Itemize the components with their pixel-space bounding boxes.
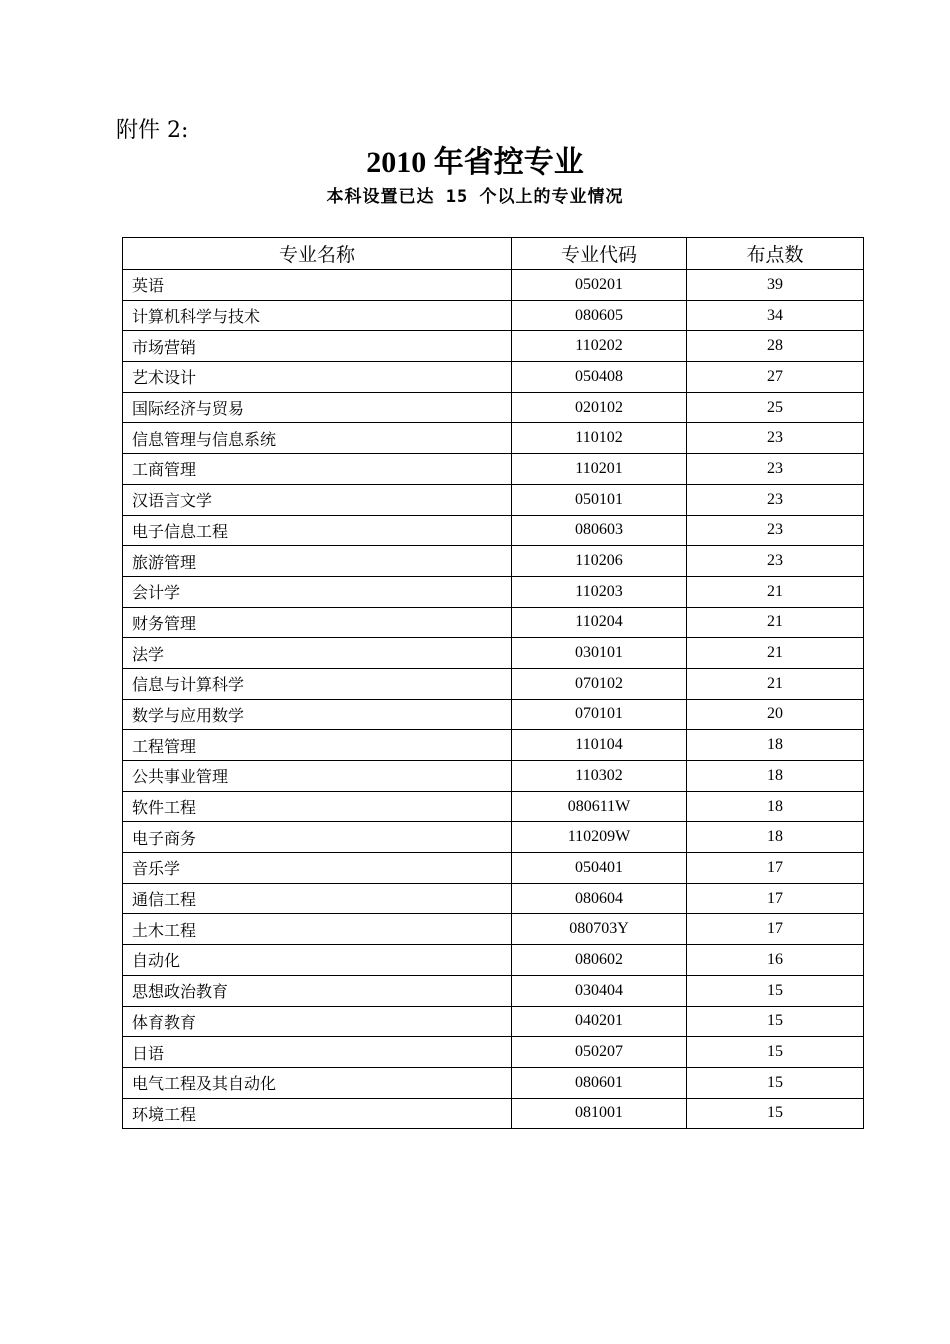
site-count-cell: 21 xyxy=(687,638,864,669)
site-count-cell: 21 xyxy=(687,576,864,607)
major-name-cell: 工商管理 xyxy=(123,454,512,485)
table-row xyxy=(123,331,864,362)
site-count-cell: 15 xyxy=(687,1067,864,1098)
major-name-cell: 电子信息工程 xyxy=(123,515,512,546)
site-count-cell: 15 xyxy=(687,975,864,1006)
attachment-label: 附件 2: xyxy=(116,118,189,143)
major-name-cell: 数学与应用数学 xyxy=(123,699,512,730)
major-name-cell: 财务管理 xyxy=(123,607,512,638)
site-count-cell: 17 xyxy=(687,853,864,884)
site-count-cell: 18 xyxy=(687,730,864,761)
major-code-cell: 110202 xyxy=(512,331,687,362)
site-count-cell: 17 xyxy=(687,883,864,914)
table-row xyxy=(123,1037,864,1068)
major-name-cell: 自动化 xyxy=(123,945,512,976)
major-name-cell: 旅游管理 xyxy=(123,546,512,577)
major-code-cell: 050207 xyxy=(512,1037,687,1068)
major-code-cell: 050401 xyxy=(512,853,687,884)
major-name-cell: 汉语言文学 xyxy=(123,484,512,515)
major-name-cell: 软件工程 xyxy=(123,791,512,822)
major-name-cell: 国际经济与贸易 xyxy=(123,392,512,423)
table-row xyxy=(123,1067,864,1098)
major-name-cell: 通信工程 xyxy=(123,883,512,914)
site-count-cell: 17 xyxy=(687,914,864,945)
major-code-cell: 070102 xyxy=(512,668,687,699)
table-row xyxy=(123,454,864,485)
table-header-row xyxy=(123,238,864,270)
major-code-cell: 080703Y xyxy=(512,914,687,945)
site-count-cell: 15 xyxy=(687,1098,864,1129)
major-name-cell: 体育教育 xyxy=(123,1006,512,1037)
site-count-cell: 23 xyxy=(687,454,864,485)
major-code-cell: 110209W xyxy=(512,822,687,853)
major-name-cell: 计算机科学与技术 xyxy=(123,300,512,331)
major-name-cell: 环境工程 xyxy=(123,1098,512,1129)
table-row xyxy=(123,975,864,1006)
site-count-cell: 39 xyxy=(687,270,864,301)
site-count-cell: 28 xyxy=(687,331,864,362)
major-code-cell: 020102 xyxy=(512,392,687,423)
table-row xyxy=(123,730,864,761)
site-count-cell: 18 xyxy=(687,822,864,853)
major-name-cell: 会计学 xyxy=(123,576,512,607)
table-row xyxy=(123,638,864,669)
site-count-cell: 23 xyxy=(687,484,864,515)
document-title: 2010 年省控专业 xyxy=(366,146,584,179)
table-row xyxy=(123,515,864,546)
table-row xyxy=(123,607,864,638)
major-name-cell: 法学 xyxy=(123,638,512,669)
table-row xyxy=(123,945,864,976)
site-count-cell: 25 xyxy=(687,392,864,423)
major-name-cell: 工程管理 xyxy=(123,730,512,761)
major-code-cell: 050201 xyxy=(512,270,687,301)
major-code-cell: 110204 xyxy=(512,607,687,638)
site-count-cell: 27 xyxy=(687,362,864,393)
major-name-cell: 电气工程及其自动化 xyxy=(123,1067,512,1098)
table-row xyxy=(123,822,864,853)
table-row xyxy=(123,883,864,914)
site-count-cell: 18 xyxy=(687,791,864,822)
major-name-cell: 市场营销 xyxy=(123,331,512,362)
major-code-cell: 050101 xyxy=(512,484,687,515)
major-code-cell: 030404 xyxy=(512,975,687,1006)
major-code-cell: 080601 xyxy=(512,1067,687,1098)
major-code-cell: 081001 xyxy=(512,1098,687,1129)
header-site-count: 布点数 xyxy=(687,238,864,270)
table-row xyxy=(123,914,864,945)
major-code-cell: 080602 xyxy=(512,945,687,976)
major-code-cell: 080611W xyxy=(512,791,687,822)
site-count-cell: 23 xyxy=(687,423,864,454)
site-count-cell: 15 xyxy=(687,1006,864,1037)
major-code-cell: 040201 xyxy=(512,1006,687,1037)
major-name-cell: 土木工程 xyxy=(123,914,512,945)
major-name-cell: 艺术设计 xyxy=(123,362,512,393)
table-row xyxy=(123,761,864,792)
site-count-cell: 34 xyxy=(687,300,864,331)
site-count-cell: 23 xyxy=(687,546,864,577)
major-code-cell: 030101 xyxy=(512,638,687,669)
site-count-cell: 21 xyxy=(687,607,864,638)
major-code-cell: 110104 xyxy=(512,730,687,761)
major-name-cell: 英语 xyxy=(123,270,512,301)
site-count-cell: 23 xyxy=(687,515,864,546)
table-row xyxy=(123,362,864,393)
site-count-cell: 20 xyxy=(687,699,864,730)
table-row xyxy=(123,484,864,515)
major-name-cell: 信息与计算科学 xyxy=(123,668,512,699)
major-code-cell: 110206 xyxy=(512,546,687,577)
major-name-cell: 日语 xyxy=(123,1037,512,1068)
major-code-cell: 080604 xyxy=(512,883,687,914)
major-code-cell: 080603 xyxy=(512,515,687,546)
major-code-cell: 110203 xyxy=(512,576,687,607)
major-name-cell: 电子商务 xyxy=(123,822,512,853)
table-row xyxy=(123,1006,864,1037)
majors-table xyxy=(122,237,864,1129)
major-name-cell: 公共事业管理 xyxy=(123,761,512,792)
major-code-cell: 050408 xyxy=(512,362,687,393)
table-row xyxy=(123,546,864,577)
major-name-cell: 音乐学 xyxy=(123,853,512,884)
header-major-code: 专业代码 xyxy=(512,238,687,270)
table-row xyxy=(123,668,864,699)
document-subtitle: 本科设置已达 15 个以上的专业情况 xyxy=(326,187,624,207)
header-major-name: 专业名称 xyxy=(123,238,512,270)
site-count-cell: 16 xyxy=(687,945,864,976)
table-row xyxy=(123,1098,864,1129)
table-row xyxy=(123,576,864,607)
table-row xyxy=(123,423,864,454)
table-row xyxy=(123,853,864,884)
major-code-cell: 110102 xyxy=(512,423,687,454)
table-row xyxy=(123,270,864,301)
site-count-cell: 18 xyxy=(687,761,864,792)
major-code-cell: 070101 xyxy=(512,699,687,730)
major-name-cell: 信息管理与信息系统 xyxy=(123,423,512,454)
major-name-cell: 思想政治教育 xyxy=(123,975,512,1006)
table-row xyxy=(123,791,864,822)
table-row xyxy=(123,392,864,423)
major-code-cell: 080605 xyxy=(512,300,687,331)
site-count-cell: 21 xyxy=(687,668,864,699)
table-row xyxy=(123,300,864,331)
site-count-cell: 15 xyxy=(687,1037,864,1068)
major-code-cell: 110201 xyxy=(512,454,687,485)
table-row xyxy=(123,699,864,730)
major-code-cell: 110302 xyxy=(512,761,687,792)
